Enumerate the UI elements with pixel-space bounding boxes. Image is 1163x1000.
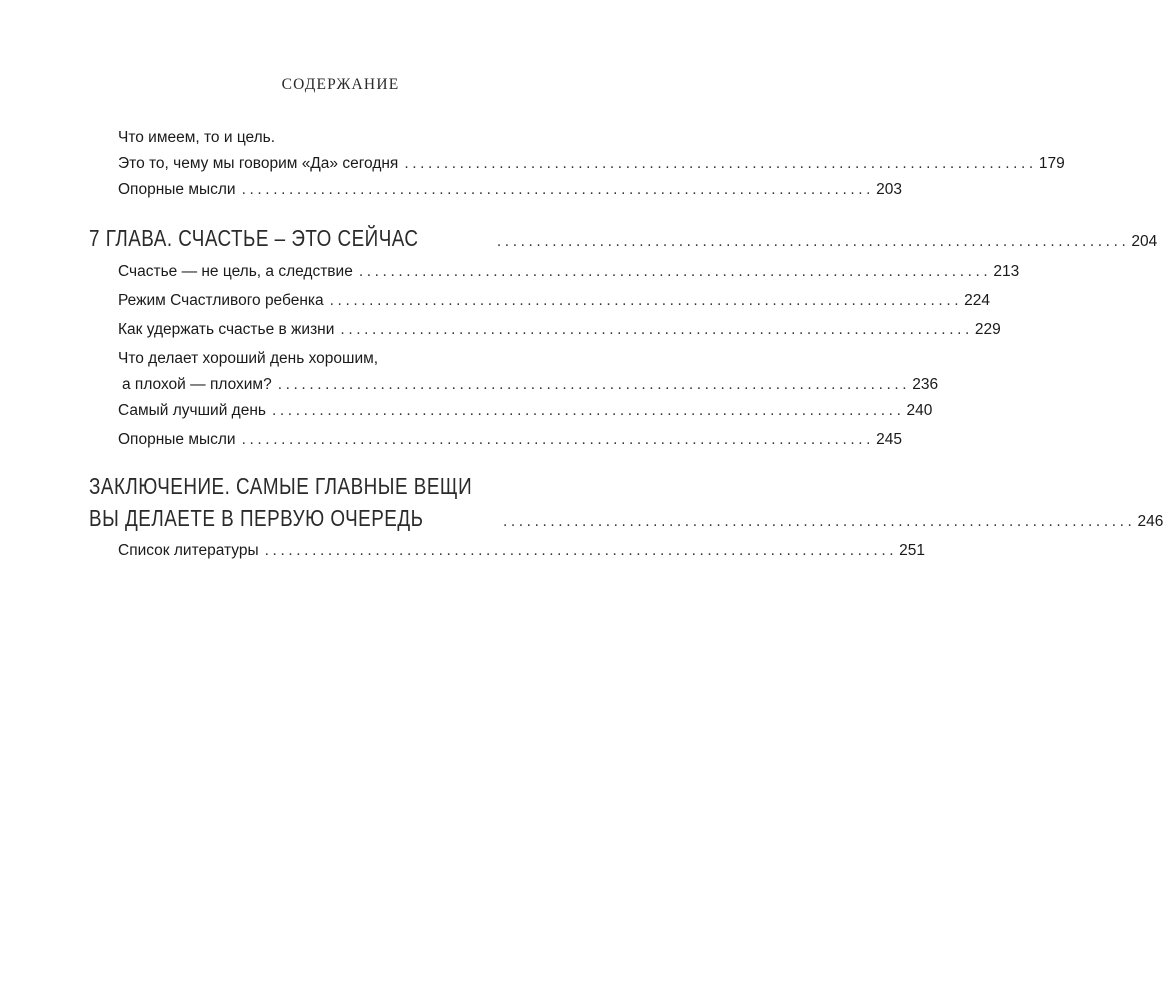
toc-entry-title: Режим Счастливого ребенка xyxy=(118,292,324,309)
conclusion-title: ВЫ ДЕЛАЕТЕ В ПЕРВУЮ ОЧЕРЕДЬ xyxy=(89,505,424,531)
toc-entry-title: Самый лучший день xyxy=(118,402,266,419)
dot-leader: ................................................................................ xyxy=(340,321,973,338)
chapter-heading xyxy=(89,222,1158,258)
toc-page-number: 229 xyxy=(974,321,1001,338)
toc-page-number: 224 xyxy=(964,292,991,309)
toc-entry xyxy=(118,177,902,203)
toc-page-number: 245 xyxy=(876,431,902,448)
dot-leader: ................................................................................ xyxy=(358,263,992,280)
toc-entry xyxy=(118,398,933,424)
toc-line xyxy=(89,222,1158,258)
toc-entry-title: Список литературы xyxy=(118,542,259,559)
toc-entry-title: Это то, чему мы говорим «Да» сегодня xyxy=(118,155,399,172)
conclusion-heading xyxy=(89,470,1163,538)
toc-line xyxy=(118,259,1020,285)
toc-entry-title: Опорные мысли xyxy=(118,431,236,448)
toc-entry xyxy=(118,125,1065,177)
toc-entry-title: Как удержать счастье в жизни xyxy=(118,321,335,338)
dot-leader: ................................................................................ xyxy=(241,431,875,448)
toc-entry-line1: Что делает хороший день хорошим, xyxy=(118,350,379,367)
toc-line xyxy=(118,538,926,564)
dot-leader: ................................................................................ xyxy=(277,376,911,393)
dot-leader: ................................................................................ xyxy=(264,542,898,559)
toc-line xyxy=(118,177,902,203)
toc-line xyxy=(118,372,939,398)
toc-page-number: 236 xyxy=(912,376,939,393)
toc-line xyxy=(118,427,902,453)
dot-leader: ................................................................................ xyxy=(404,155,1037,172)
toc-page-number: 179 xyxy=(1038,155,1065,172)
toc-entry xyxy=(118,259,1020,285)
toc-line xyxy=(118,317,1001,343)
toc-page-number: 203 xyxy=(876,181,902,198)
toc-entry-line1: Что имеем, то и цель. xyxy=(118,129,276,146)
toc-page-number: 204 xyxy=(1131,233,1158,250)
toc-entry xyxy=(118,346,939,398)
chapter-title: 7 ГЛАВА. СЧАСТЬЕ – ЭТО СЕЙЧАС xyxy=(89,225,419,251)
toc-entry xyxy=(118,427,902,453)
dot-leader: ................................................................................ xyxy=(496,233,1130,250)
toc-page-number: 251 xyxy=(899,542,926,559)
dot-leader: ................................................................................ xyxy=(329,292,963,309)
toc-entry xyxy=(118,317,1001,343)
toc-line xyxy=(118,288,991,314)
toc-entry-title: Опорные мысли xyxy=(118,181,236,198)
toc-page-number: 246 xyxy=(1137,513,1163,530)
dot-leader: ................................................................................ xyxy=(502,513,1136,530)
toc-line xyxy=(118,151,1065,177)
dot-leader: ................................................................................ xyxy=(271,402,905,419)
toc-line xyxy=(118,398,933,424)
toc-line xyxy=(89,502,1163,538)
toc-entry-title: а плохой — плохим? xyxy=(122,376,272,393)
toc-entry xyxy=(118,288,991,314)
conclusion-title-line1: ЗАКЛЮЧЕНИЕ. САМЫЕ ГЛАВНЫЕ ВЕЩИ xyxy=(89,473,473,499)
toc-entry xyxy=(118,538,926,564)
toc-entry-title: Счастье — не цель, а следствие xyxy=(118,263,353,280)
page-title: СОДЕРЖАНИЕ xyxy=(281,76,400,93)
dot-leader: ................................................................................ xyxy=(241,181,875,198)
toc-page-number: 240 xyxy=(906,402,933,419)
toc-page-number: 213 xyxy=(993,263,1020,280)
